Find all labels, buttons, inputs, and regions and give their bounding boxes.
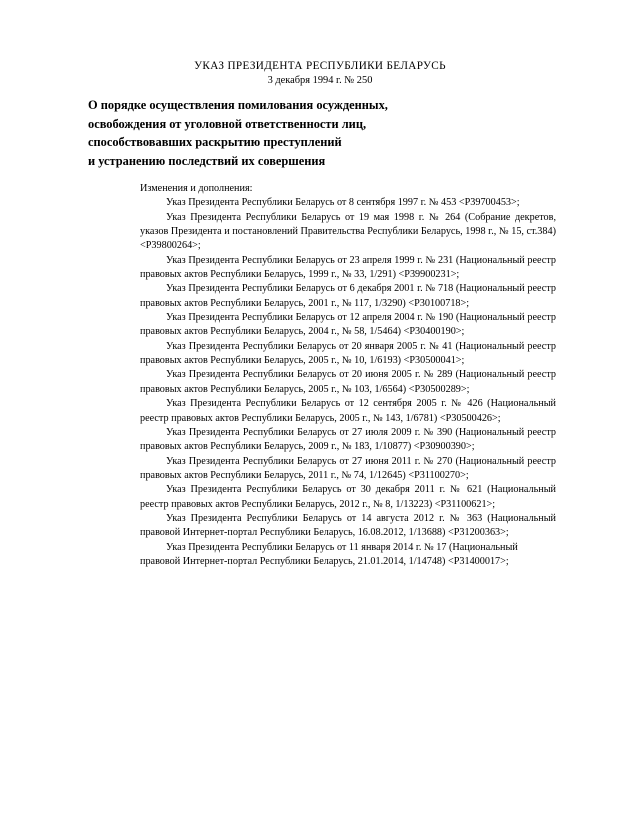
amendment-entry: Указ Президента Республики Беларусь от 6 декабря 2001 г. № 718 (Национальный реестр правовых актов Республики Беларусь, 2001 г., № 117, 1/3290) <P30100718>; <box>140 283 556 309</box>
amendment-entry: Указ Президента Республики Беларусь от 14 августа 2012 г. № 363 (Национальный правовой Интернет-портал Республики Беларусь, 16.08.2012, 1/13688) <P31200363>; <box>140 512 556 539</box>
amendment-entry: Указ Президента Республики Беларусь от 27 июня 2011 г. № 270 (Национальный реестр правовых актов Республики Беларусь, 2011 г., № 74, 1/12645) <P31100270>; <box>140 455 556 481</box>
document-header <box>0 59 640 88</box>
amendments-heading: Изменения и дополнения: <box>140 183 253 194</box>
document-date-number-line: 3 декабря 1994 г. № 250 <box>267 75 373 86</box>
amendment-entry: Указ Президента Республики Беларусь от 11 января 2014 г. № 17 (Национальный правовой Интернет-портал Республики Беларусь, 21.01.2014, 1/14748) <P31400017>; <box>140 541 518 567</box>
document-title-line-4: и устранению последствий их совершения <box>88 153 326 168</box>
amendment-entry: Указ Президента Республики Беларусь от 8 сентября 1997 г. № 453 <P39700453>; <box>166 197 520 209</box>
amendment-entry: Указ Президента Республики Беларусь от 19 мая 1998 г. № 264 (Собрание декретов, указов Президента и постановлений Правительства Республики Беларусь, 1998 г., № 15, ст.384) <P39800264>; <box>140 211 556 252</box>
amendment-entry: Указ Президента Республики Беларусь от 30 декабря 2011 г. № 621 (Национальный реестр правовых актов Республики Беларусь, 2012 г., № 8, 1/13223) <P31100621>; <box>140 484 556 510</box>
issuing-authority-line: УКАЗ ПРЕЗИДЕНТА РЕСПУБЛИКИ БЕЛАРУСЬ <box>194 60 446 72</box>
amendment-entry: Указ Президента Республики Беларусь от 12 сентября 2005 г. № 426 (Национальный реестр правовых актов Республики Беларусь, 2005 г., № 143, 1/6781) <P30500426>; <box>140 398 556 424</box>
amendment-entry: Указ Президента Республики Беларусь от 12 апреля 2004 г. № 190 (Национальный реестр правовых актов Республики Беларусь, 2004 г., № 58, 1/5464) <P30400190>; <box>140 312 556 338</box>
amendment-entry: Указ Президента Республики Беларусь от 20 января 2005 г. № 41 (Национальный реестр правовых актов Республики Беларусь, 2005 г., № 10, 1/6193) <P30500041>; <box>140 340 556 367</box>
amendment-entry: Указ Президента Республики Беларусь от 20 июня 2005 г. № 289 (Национальный реестр правовых актов Республики Беларусь, 2005 г., № 103, 1/6564) <P30500289>; <box>140 369 556 395</box>
amendment-entry: Указ Президента Республики Беларусь от 23 апреля 1999 г. № 231 (Национальный реестр правовых актов Республики Беларусь, 1999 г., № 33, 1/291) <P39900231>; <box>140 254 556 281</box>
amendments-section <box>140 182 556 569</box>
document-title-line-2: освобождения от уголовной ответственности лиц, <box>88 116 367 131</box>
document-title-line-3: способствовавших раскрытию преступлений <box>88 135 342 150</box>
document-title-line-1: О порядке осуществления помилования осужденных, <box>88 98 388 112</box>
amendments-list <box>140 196 556 569</box>
amendment-entry: Указ Президента Республики Беларусь от 27 июля 2009 г. № 390 (Национальный реестр правовых актов Республики Беларусь, 2009 г., № 183, 1/10877) <P30900390>; <box>140 426 556 453</box>
document-title <box>88 96 528 170</box>
